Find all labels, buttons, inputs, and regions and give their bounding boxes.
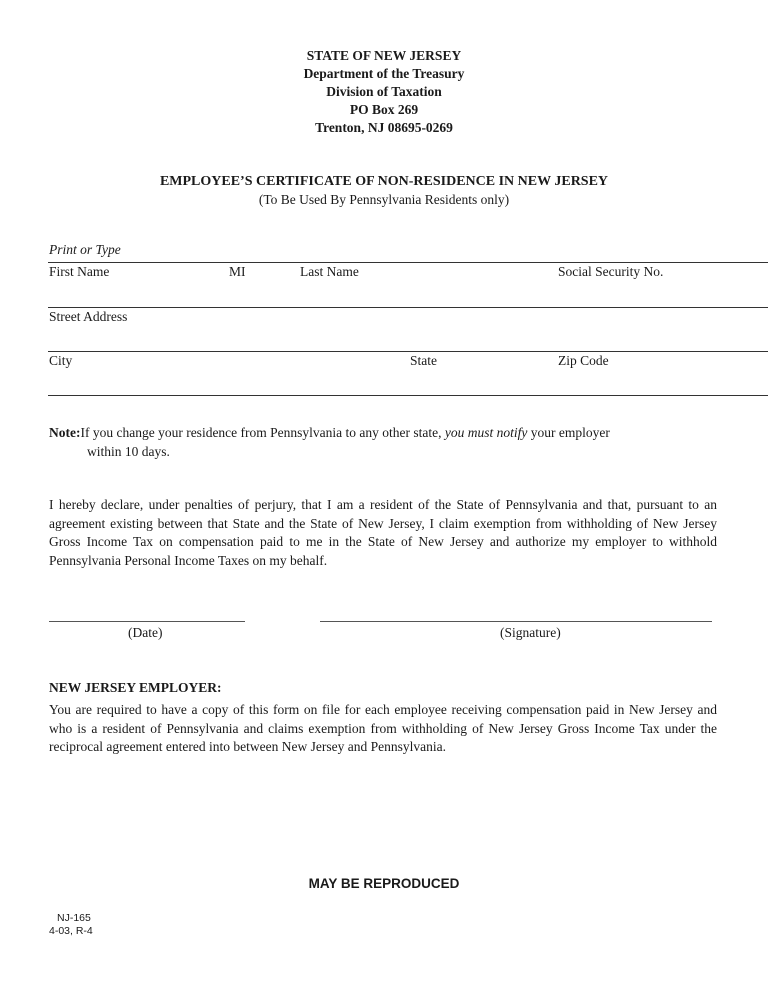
signature-label: (Signature) [500,625,561,640]
note-block [49,424,729,461]
note-text-before: If you change your residence from Pennsylvania to any other state, [80,425,445,440]
header-line-division: Division of Taxation [326,84,442,99]
note-text-after: your employer [527,425,610,440]
note-emphasis: you must notify [444,425,528,440]
street-address-field[interactable]: Street Address [49,309,128,324]
header-line-state: STATE OF NEW JERSEY [306,48,462,63]
agency-header [0,47,768,137]
employer-heading: NEW JERSEY EMPLOYER: [49,680,222,695]
header-line-pobox: PO Box 269 [349,102,419,117]
city-field[interactable]: City [49,353,73,368]
divider-top [48,262,768,263]
note-line-2: within 10 days. [87,443,170,459]
divider-bottom [48,395,768,396]
may-be-reproduced: MAY BE REPRODUCED [308,876,460,891]
print-instruction: Print or Type [49,242,121,257]
date-label: (Date) [128,625,163,640]
header-line-department: Department of the Treasury [303,66,465,81]
mi-field[interactable]: MI [229,264,246,279]
form-title: EMPLOYEE’S CERTIFICATE OF NON-RESIDENCE IN NEW JERSEY [159,174,609,189]
zip-code-field[interactable]: Zip Code [558,353,609,368]
note-label: Note: [49,425,81,440]
divider-city [48,351,768,352]
ssn-field[interactable]: Social Security No. [558,264,664,279]
employer-paragraph: You are required to have a copy of this form on file for each employee receiving compensation paid in New Jersey and who is a resident of Pennsylvania and claims exemption from withholding of New Jersey Gross Income Tax under the reciprocal agreement entered into between New Jersey and Pennsylvania. [49,702,717,754]
date-line[interactable] [49,621,245,622]
divider-street [48,307,768,308]
signature-line[interactable] [320,621,712,622]
last-name-field[interactable]: Last Name [300,264,359,279]
form-revision: 4-03, R-4 [49,925,93,937]
declaration-paragraph: I hereby declare, under penalties of perjury, that I am a resident of the State of Pennsylvania and that, pursuant to an agreement existing between that State and the State of New Jersey, I claim exemption from withholding of New Jersey Gross Income Tax on compensation paid to me in the State of New Jersey and authorize my employer to withhold Pennsylvania Personal Income Taxes on my behalf. [49,497,717,568]
form-subtitle: (To Be Used By Pennsylvania Residents only) [258,192,510,207]
header-line-city: Trenton, NJ 08695-0269 [315,120,453,135]
first-name-field[interactable]: First Name [49,264,110,279]
state-field[interactable]: State [410,353,437,368]
form-number: NJ-165 [57,912,91,924]
note-line-1 [49,424,729,443]
